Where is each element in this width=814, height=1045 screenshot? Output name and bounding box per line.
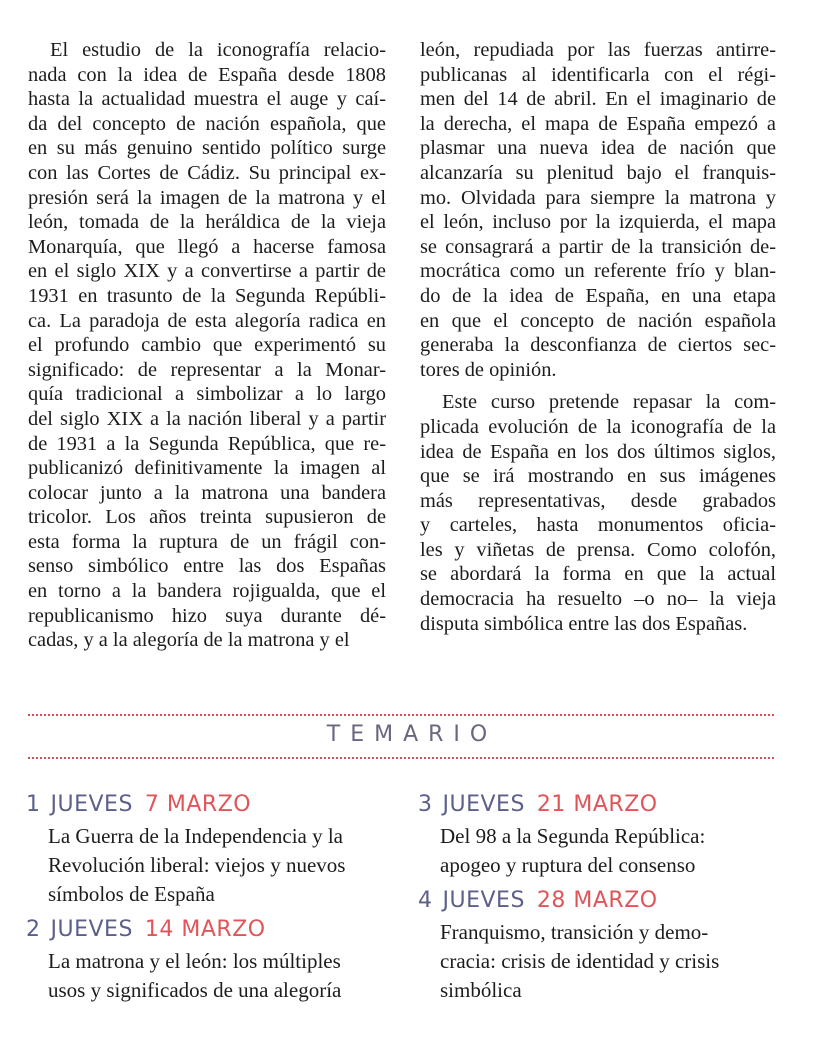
session-2 bbox=[26, 916, 396, 1005]
text-line: senso simbólico entre las dos Españas bbox=[28, 555, 386, 578]
text-line: se abordará la forma en que la actual bbox=[420, 563, 776, 586]
text-line: plicada evolución de la iconografía de la bbox=[420, 415, 776, 438]
text-line: más representativas, desde grabados bbox=[420, 489, 776, 512]
temario-heading: TEMARIO bbox=[326, 722, 498, 747]
text-line: la derecha, el mapa de España empezó a bbox=[420, 112, 776, 135]
text-line: Este curso pretende repasar la com- bbox=[442, 391, 776, 414]
session-title-line: Franquismo, transición y demo- bbox=[440, 920, 709, 944]
temario-rule-bottom bbox=[28, 757, 774, 759]
text-line: en su más genuino sentido político surge bbox=[28, 137, 386, 160]
session-date: 21 MARZO bbox=[536, 792, 658, 817]
text-line: alcanzaría su plenitud bajo el franquis- bbox=[420, 161, 776, 184]
text-line: tores de opinión. bbox=[420, 358, 557, 381]
session-day: JUEVES bbox=[50, 792, 133, 817]
text-line: men del 14 de abril. En el imaginario de bbox=[420, 88, 776, 111]
session-title-line: cracia: crisis de identidad y crisis bbox=[440, 949, 720, 973]
text-line: publicanizó definitivamente la imagen al bbox=[28, 457, 386, 480]
session-day: JUEVES bbox=[442, 888, 525, 913]
text-line: El estudio de la iconografía relacio- bbox=[50, 39, 386, 61]
text-line: significado: de representar a la Monar- bbox=[28, 358, 386, 381]
text-line: ca. La paradoja de esta alegoría radica en bbox=[28, 309, 386, 332]
text-line: en el siglo XIX y a convertirse a partir de bbox=[28, 260, 386, 283]
session-title-line: La Guerra de la Independencia y la bbox=[48, 824, 344, 848]
text-line: cadas, y a la alegoría de la matrona y el bbox=[28, 629, 350, 652]
session-header bbox=[26, 791, 396, 819]
session-number: 3 bbox=[418, 792, 433, 817]
text-line: el profundo cambio que experimentó su bbox=[28, 334, 386, 357]
text-line: generaba la desconfianza de ciertos sec- bbox=[420, 334, 776, 357]
text-line: mo. Olvidada para siempre la matrona y bbox=[420, 186, 776, 209]
text-line: quía tradicional a simbolizar a lo largo bbox=[28, 383, 386, 406]
text-line: en que el concepto de nación española bbox=[420, 309, 776, 332]
text-line: idea de España en los dos últimos siglos, bbox=[420, 440, 776, 463]
text-line: Monarquía, que llegó a hacerse famosa bbox=[28, 235, 386, 258]
intro-paragraph-1 bbox=[28, 38, 386, 653]
text-line: león, tomada de la heráldica de la vieja bbox=[28, 211, 386, 234]
session-title bbox=[418, 918, 788, 1005]
temario-rule-top bbox=[28, 714, 774, 716]
session-1 bbox=[26, 791, 396, 909]
session-day: JUEVES bbox=[442, 792, 525, 817]
text-line: con las Cortes de Cádiz. Su principal ex- bbox=[28, 161, 386, 184]
text-line: les y viñetas de prensa. Como colofón, bbox=[420, 538, 776, 561]
text-line: hasta la actualidad muestra el auge y caí- bbox=[28, 88, 386, 111]
text-line: da del concepto de nación española, que bbox=[28, 112, 386, 135]
session-header bbox=[26, 916, 396, 944]
text-line: republicanismo hizo suya durante dé- bbox=[28, 604, 386, 627]
session-title-line: simbólica bbox=[440, 978, 522, 1002]
session-date: 28 MARZO bbox=[536, 888, 658, 913]
text-line: de 1931 a la Segunda República, que re- bbox=[28, 432, 386, 455]
intro-paragraph-2 bbox=[420, 390, 776, 636]
text-line: tricolor. Los años treinta supusieron de bbox=[28, 506, 386, 529]
text-line: disputa simbólica entre las dos Españas. bbox=[420, 612, 748, 635]
text-line: el león, incluso por la izquierda, el mapa bbox=[420, 211, 776, 234]
text-line: colocar junto a la matrona una bandera bbox=[28, 481, 386, 504]
text-line: democracia ha resuelto –o no– la vieja bbox=[420, 588, 776, 611]
session-title-line: apogeo y ruptura del consenso bbox=[440, 853, 696, 877]
session-3 bbox=[418, 791, 788, 880]
text-line: se consagrará a partir de la transición de- bbox=[420, 235, 776, 258]
text-line: y carteles, hasta monumentos oficia- bbox=[420, 514, 776, 537]
session-title bbox=[26, 947, 396, 1005]
intro-right-column bbox=[420, 38, 776, 636]
session-header bbox=[418, 791, 788, 819]
session-title-line: La matrona y el león: los múltiples bbox=[48, 949, 341, 973]
intro-left-column bbox=[28, 38, 386, 653]
text-line: nada con la idea de España desde 1808 bbox=[28, 63, 386, 86]
session-title bbox=[26, 822, 396, 909]
session-number: 1 bbox=[26, 792, 41, 817]
session-title-line: Revolución liberal: viejos y nuevos bbox=[48, 853, 346, 877]
session-number: 4 bbox=[418, 888, 433, 913]
text-line: publicanas al identificarla con el régi- bbox=[420, 63, 776, 86]
session-day: JUEVES bbox=[50, 917, 133, 942]
text-line: del siglo XIX a la nación liberal y a partir bbox=[28, 407, 386, 430]
text-line: que se irá mostrando en sus imágenes bbox=[420, 465, 776, 488]
session-title-line: símbolos de España bbox=[48, 882, 215, 906]
text-line: 1931 en trasunto de la Segunda Repúbli- bbox=[28, 284, 386, 307]
text-line: mocrática como un referente frío y blan- bbox=[420, 260, 776, 283]
intro-paragraph-1-continued bbox=[420, 38, 776, 382]
text-line: esta forma la ruptura de un frágil con- bbox=[28, 530, 386, 553]
session-date: 7 MARZO bbox=[144, 792, 252, 817]
session-title bbox=[418, 822, 788, 880]
session-4 bbox=[418, 887, 788, 1005]
session-date: 14 MARZO bbox=[144, 917, 266, 942]
session-header bbox=[418, 887, 788, 915]
session-title-line: usos y significados de una alegoría bbox=[48, 978, 342, 1002]
text-line: en torno a la bandera rojigualda, que el bbox=[28, 580, 386, 603]
text-line: presión será la imagen de la matrona y el bbox=[28, 186, 386, 209]
text-line: plasmar una nueva idea de nación que bbox=[420, 137, 776, 160]
session-number: 2 bbox=[26, 917, 41, 942]
text-line: do de la idea de España, en una etapa bbox=[420, 284, 776, 307]
session-title-line: Del 98 a la Segunda República: bbox=[440, 824, 706, 848]
text-line: león, repudiada por las fuerzas antirre- bbox=[420, 39, 776, 61]
